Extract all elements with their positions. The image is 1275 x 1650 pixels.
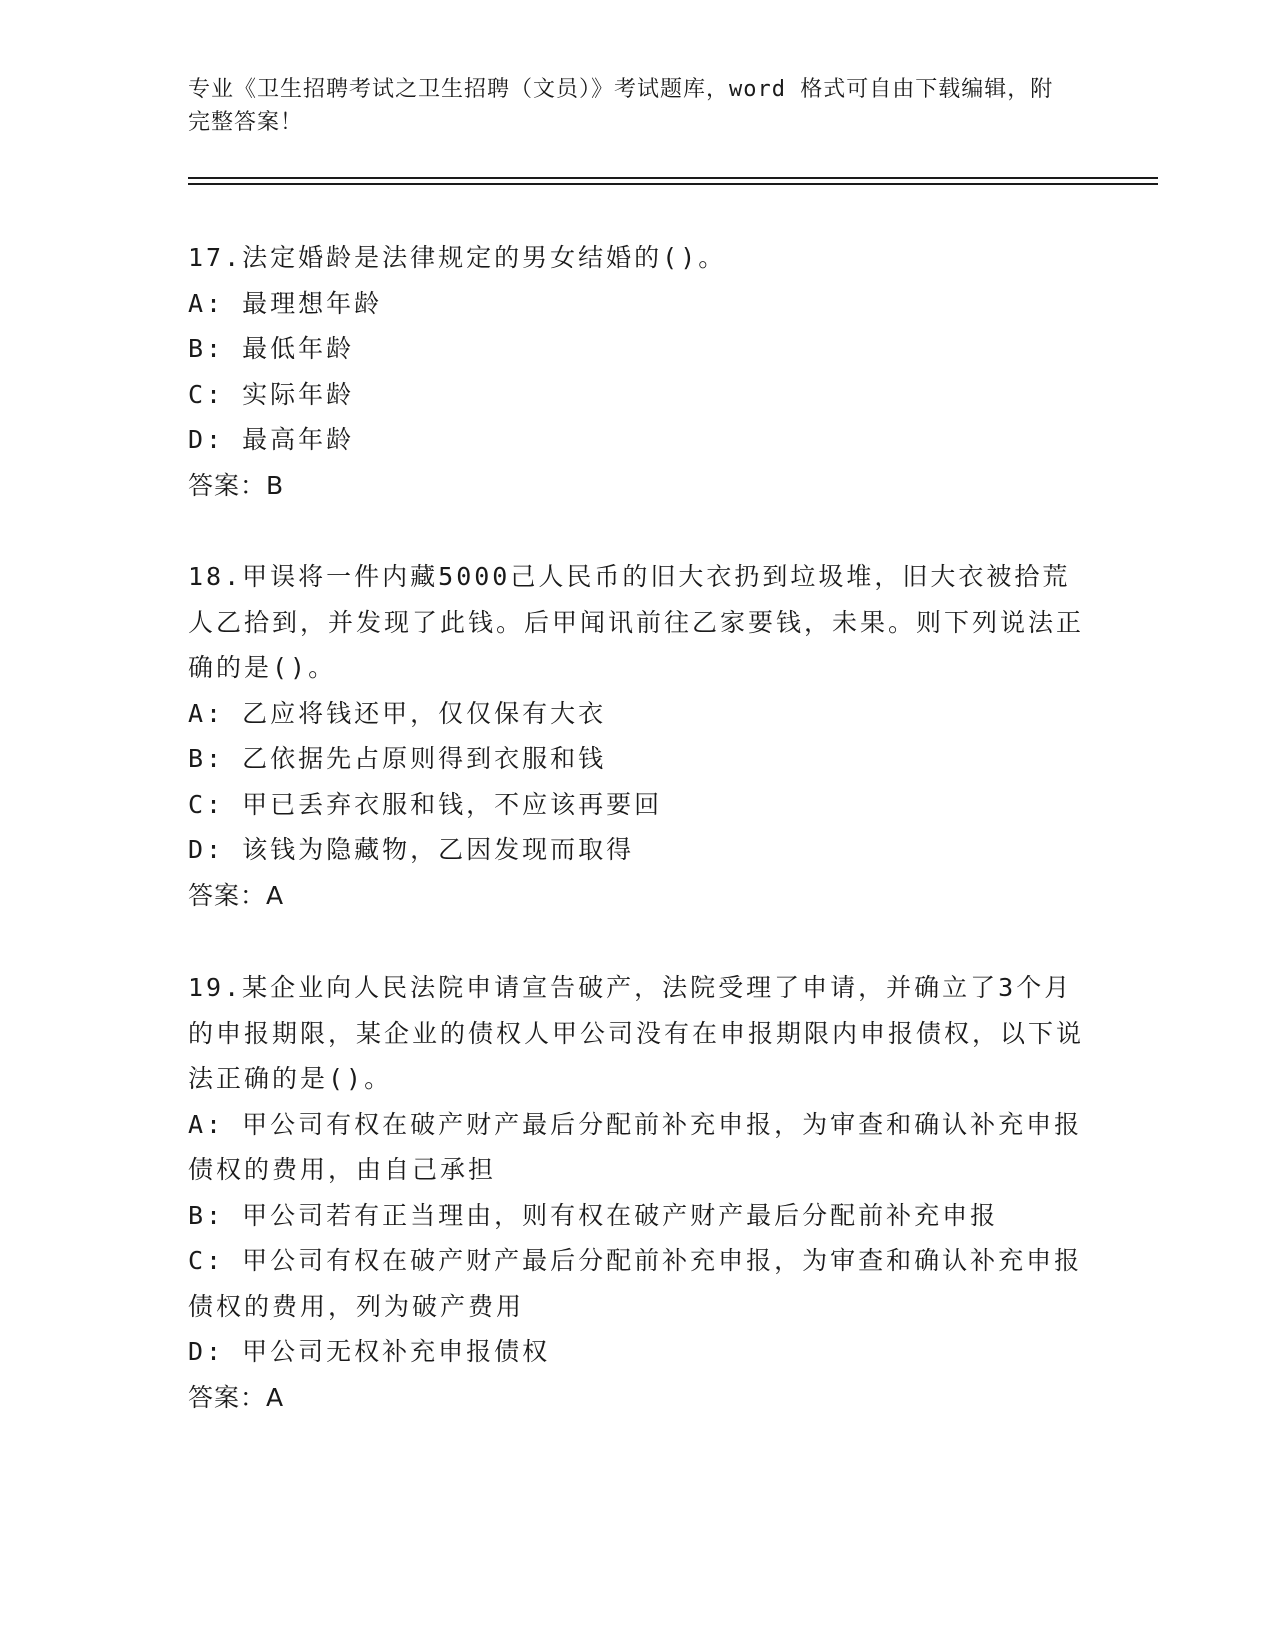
- question-18: [188, 554, 1088, 918]
- option-a: A: 乙应将钱还甲，仅仅保有大衣: [188, 698, 607, 728]
- option-d: D: 最高年龄: [188, 425, 355, 454]
- answer: 答案：A: [188, 880, 285, 910]
- option-c: C: 甲公司有权在破产财产最后分配前补充申报，为审查和确认补充申报债权的费用，列为破产费用: [188, 1246, 1083, 1321]
- question-stem: 19.某企业向人民法院申请宣告破产，法院受理了申请，并确立了3个月的申报期限，某企业的债权人甲公司没有在申报期限内申报债权，以下说法正确的是()。: [188, 973, 1085, 1093]
- option-a: A: 甲公司有权在破产财产最后分配前补充申报，为审查和确认补充申报债权的费用，由自己承担: [188, 1109, 1083, 1184]
- answer: 答案：B: [188, 470, 285, 500]
- option-b: B: 甲公司若有正当理由，则有权在破产财产最后分配前补充申报: [188, 1200, 999, 1230]
- option-b: B: 最低年龄: [188, 334, 355, 363]
- option-a: A: 最理想年龄: [188, 288, 383, 318]
- option-c: C: 甲已丢弃衣服和钱，不应该再要回: [188, 789, 663, 819]
- header-divider-bottom: [188, 183, 1158, 185]
- document-header: 专业《卫生招聘考试之卫生招聘（文员）》考试题库，word 格式可自由下载编辑，附完整答案！: [188, 77, 1054, 135]
- question-19: [188, 965, 1088, 1420]
- option-d: D: 该钱为隐藏物，乙因发现而取得: [188, 835, 635, 864]
- question-17: [188, 235, 1088, 508]
- option-b: B: 乙依据先占原则得到衣服和钱: [188, 744, 607, 773]
- question-stem: 17.法定婚龄是法律规定的男女结婚的()。: [188, 243, 727, 272]
- option-d: D: 甲公司无权补充申报债权: [188, 1337, 551, 1366]
- header-divider-top: [188, 177, 1158, 179]
- option-c: C: 实际年龄: [188, 379, 355, 409]
- answer: 答案：A: [188, 1382, 285, 1412]
- question-stem: 18.甲误将一件内藏5000己人民币的旧大衣扔到垃圾堆，旧大衣被拾荒人乙拾到，并发现了此钱。后甲闻讯前往乙家要钱，未果。则下列说法正确的是()。: [188, 562, 1085, 682]
